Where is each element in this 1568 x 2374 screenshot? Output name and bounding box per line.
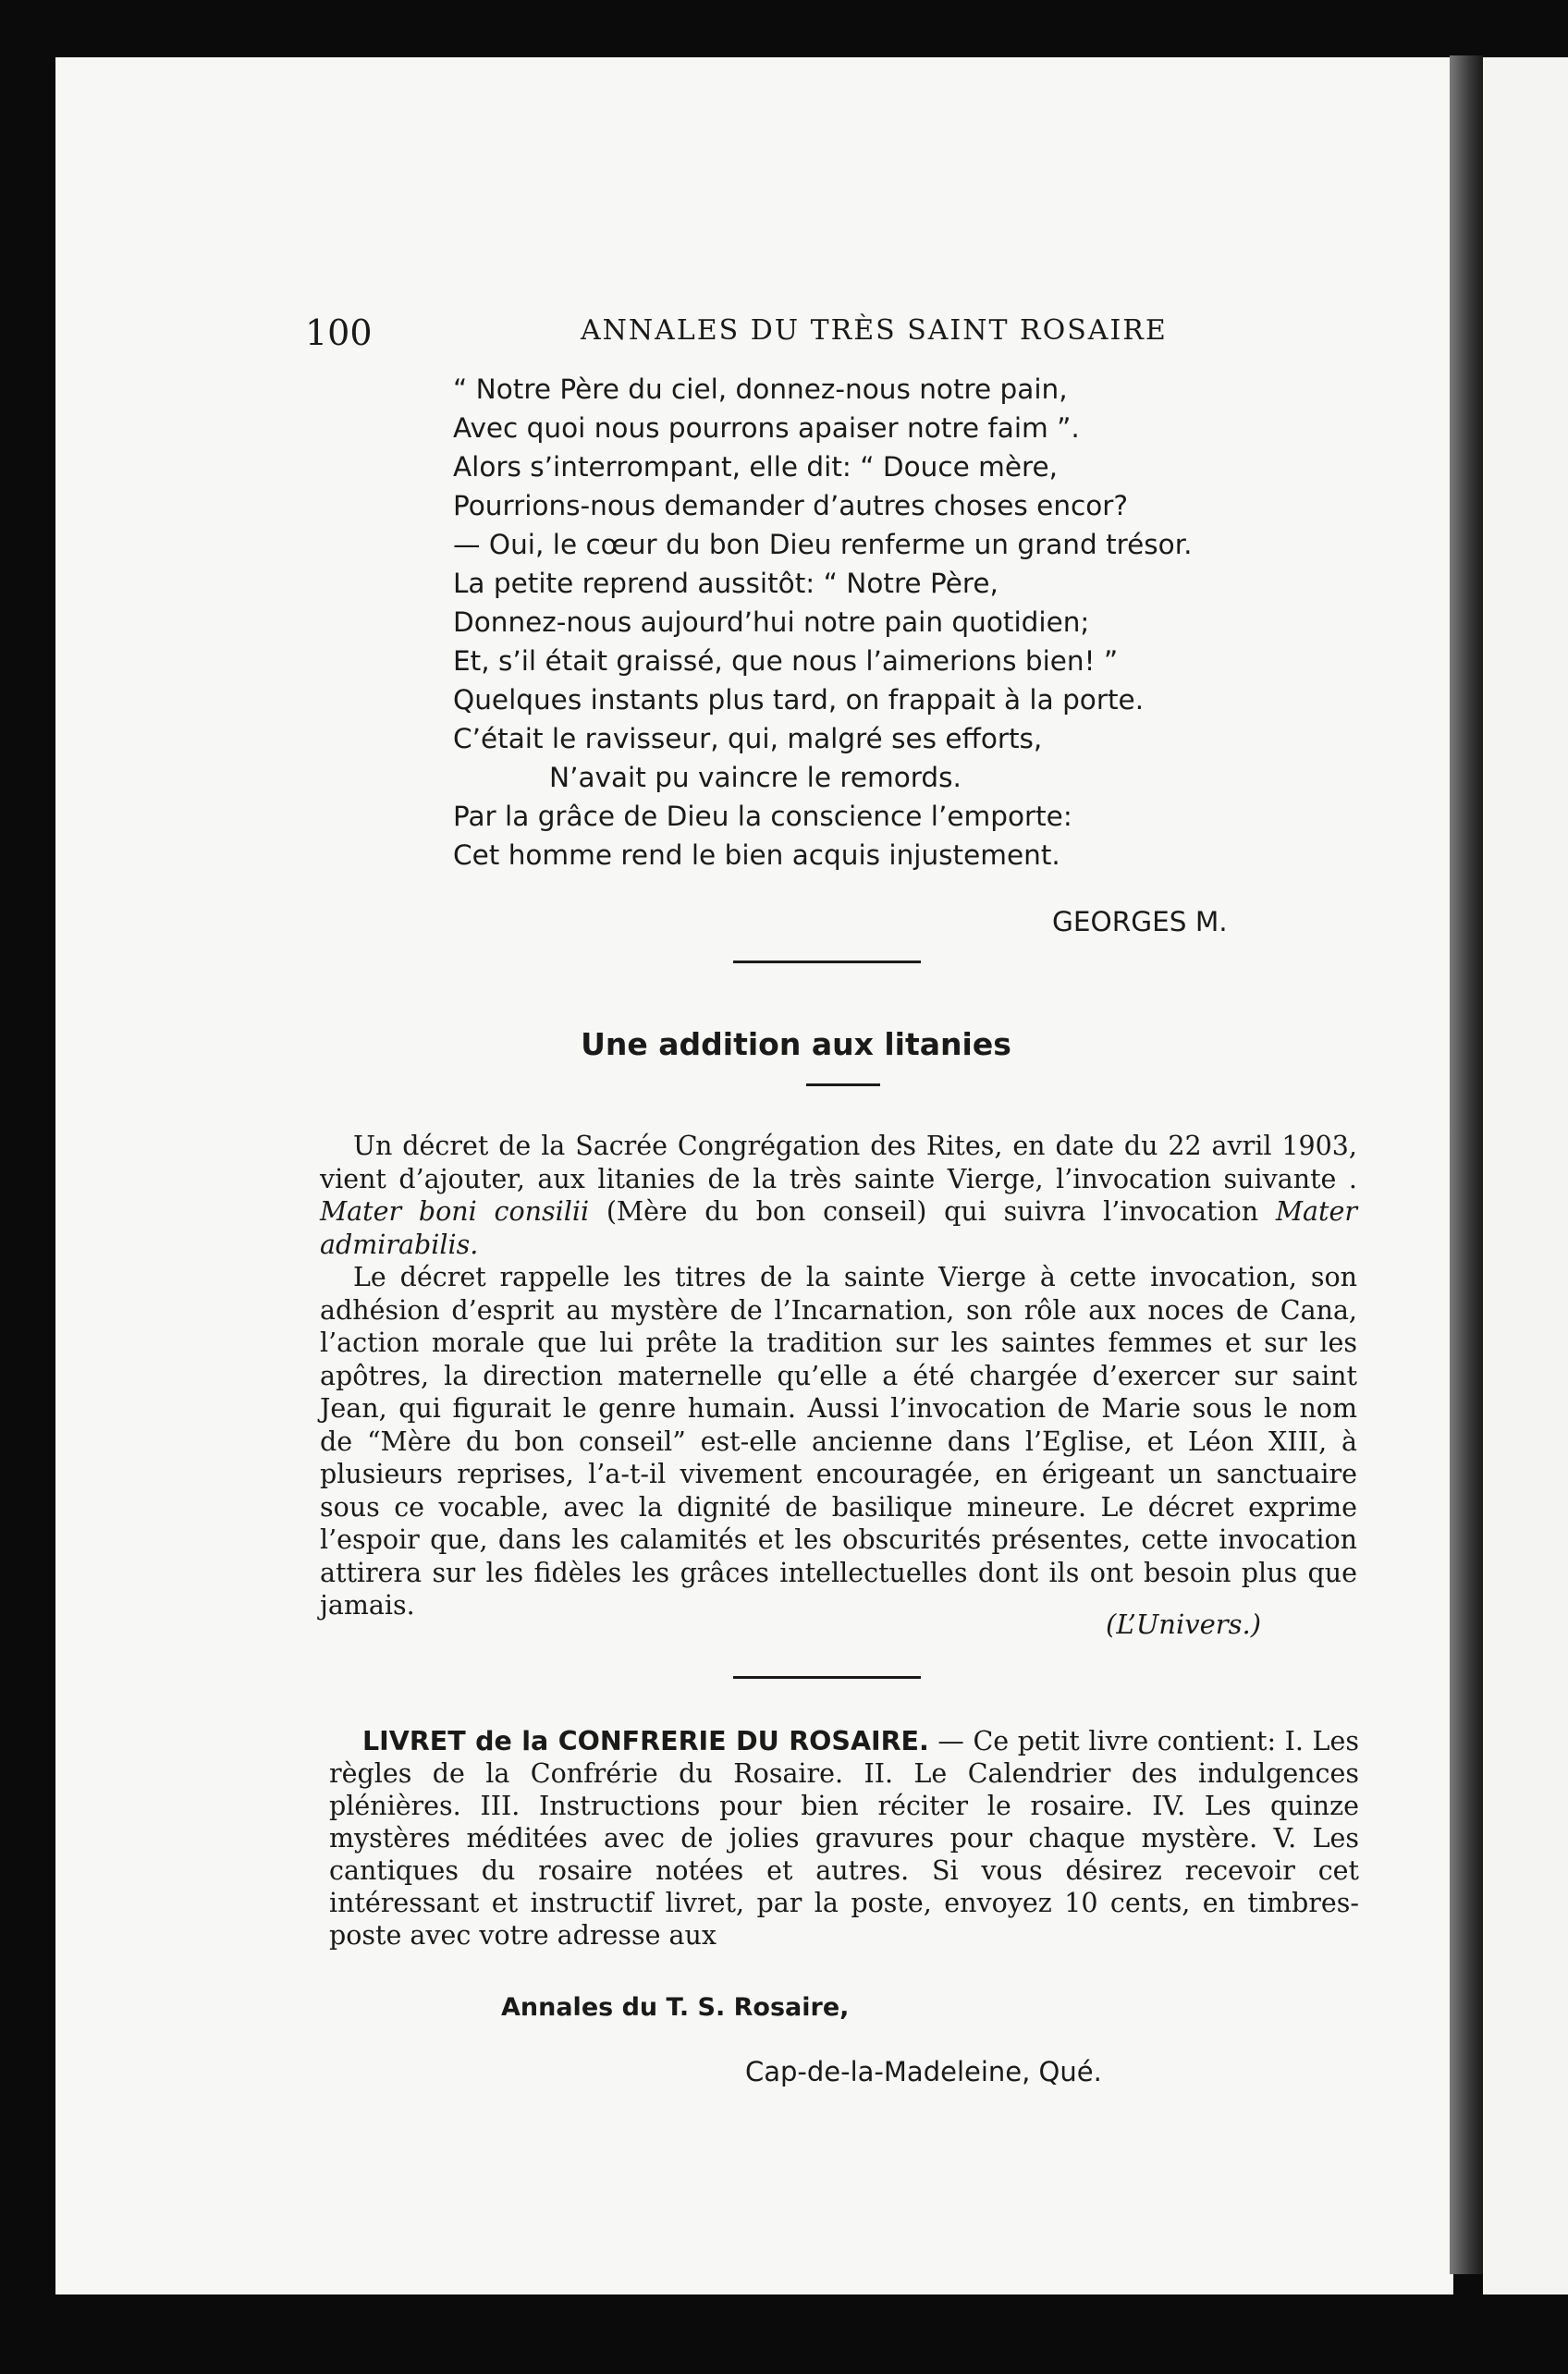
notice-paragraph <box>329 1725 1359 1952</box>
section-divider <box>733 961 921 963</box>
article-paragraph <box>320 1130 1357 1261</box>
latin-invocation: Mater boni consilii <box>320 1196 590 1227</box>
address-line-2: Cap-de-la-Madeleine, Qué. <box>745 2056 1102 2087</box>
article-paragraph: Le décret rappelle les titres de la sainte Vierge à cette invocation, son adhésion d’esprit au mystère de l’Incarnation, son rôle aux noces de Cana, l’action morale que lui prête la tradition sur les saintes femmes et sur les apôtres, la direction maternelle qu’elle a été chargée d’exercer sur saint Jean, qui figurait le genre humain. Aussi l’invocation de Marie sous le nom de “Mère du bon conseil” est-elle ancienne dans l’Eglise, et Léon XIII, à plusieurs reprises, l’a-t-il vivement encouragée, en érigeant un sanctuaire sous ce vocable, avec la dignité de basilique mineure. Le décret exprime l’espoir que, dans les calamités et les obscurités présentes, cette invocation attirera sur les fidèles les grâces intellectuelles dont ils ont besoin plus que jamais. <box>320 1262 1357 1621</box>
poem-line: — Oui, le cœur du bon Dieu renferme un grand trésor. <box>453 529 1193 560</box>
poem-line: Avec quoi nous pourrons apaiser notre faim ”. <box>453 412 1080 444</box>
poem-line: Alors s’interrompant, elle dit: “ Douce mère, <box>453 451 1058 483</box>
poem-line: Par la grâce de Dieu la conscience l’emporte: <box>453 801 1072 832</box>
poem-line: Pourrions-nous demander d’autres choses encor? <box>453 490 1129 521</box>
article-source: (L’Univers.) <box>1106 1609 1262 1640</box>
running-title: ANNALES DU TRÈS SAINT ROSAIRE <box>581 314 1168 347</box>
title-underline <box>806 1083 880 1086</box>
address-line-1: Annales du T. S. Rosaire, <box>501 1993 850 2022</box>
poem-line: “ Notre Père du ciel, donnez-nous notre pain, <box>453 373 1068 405</box>
poem-line: C’était le ravisseur, qui, malgré ses efforts, <box>453 723 1043 754</box>
poem-line: Et, s’il était graissé, que nous l’aimerions bien! ” <box>453 645 1119 677</box>
poem-line: La petite reprend aussitôt: “ Notre Père, <box>453 568 998 599</box>
facing-page-edge <box>1483 57 1568 2294</box>
notice-heading: LIVRET de la CONFRERIE DU ROSAIRE. <box>362 1726 929 1756</box>
page-header <box>305 309 1230 364</box>
poem-signature: GEORGES M. <box>1052 906 1228 937</box>
poem-line: Quelques instants plus tard, on frappait à la porte. <box>453 684 1145 716</box>
poem-line: Donnez-nous aujourd’hui notre pain quotidien; <box>453 606 1090 638</box>
section-divider <box>733 1676 921 1679</box>
poem-line: Cet homme rend le bien acquis injustement. <box>453 839 1060 871</box>
article-text: Un décret de la Sacrée Congrégation des Rites, en date du 22 avril 1903, vient d’ajouter, aux litanies de la très sainte Vierge, l’invocation suivante . <box>320 1131 1357 1194</box>
latin-invocation: Mater admirabilis. <box>320 1196 1357 1260</box>
book-page <box>55 57 1453 2294</box>
article-text: (Mère du bon conseil) qui suivra l’invocation <box>589 1196 1276 1227</box>
article-title: Une addition aux litanies <box>581 1026 1011 1062</box>
book-spine <box>1450 55 1483 2274</box>
notice-body: — Ce petit livre contient: I. Les règles de la Confrérie du Rosaire. II. Le Calendrier des indulgences plénières. III. Instructions pour bien réciter le rosaire. IV. Les quinze mystères méditées avec de jolies gravures pour chaque mystère. V. Les cantiques du rosaire notées et autres. Si vous désirez recevoir cet intéressant et instructif livret, par la poste, envoyez 10 cents, en timbres-poste avec votre adresse aux <box>329 1726 1359 1951</box>
page-number: 100 <box>305 312 373 353</box>
poem-line: N’avait pu vaincre le remords. <box>549 762 962 793</box>
article-body <box>320 1130 1357 1622</box>
poem <box>453 370 1359 875</box>
